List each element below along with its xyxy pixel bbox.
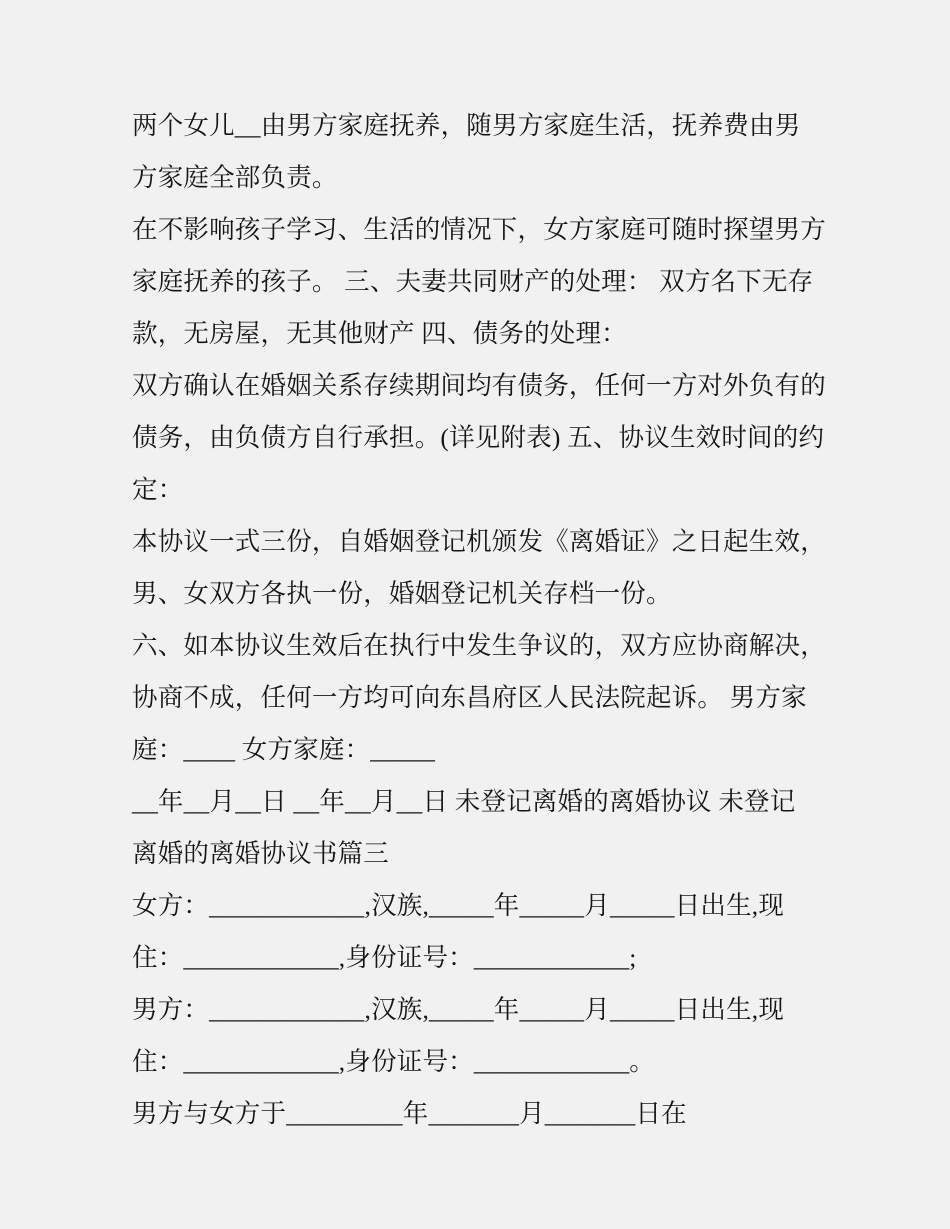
document-text-line: 双方确认在婚姻关系存续期间均有债务，任何一方对外负有的 [132,371,826,400]
document-text-line: 住：____________,身份证号：____________; [132,943,637,972]
document-text-line: 家庭抚养的孩子。 三、夫妻共同财产的处理： 双方名下无存 [132,267,814,296]
document-text-line: 在不影响孩子学习、生活的情况下，女方家庭可随时探望男方 [132,215,826,244]
document-text-line: 两个女儿__由男方家庭抚养，随男方家庭生活，抚养费由男 [132,111,801,140]
document-text-line: 男方与女方于_________年_______月_______日在 [132,1099,687,1128]
document-text-line: 男方：____________,汉族,_____年_____月_____日出生,现 [132,995,785,1024]
document-text-line: 六、如本协议生效后在执行中发生争议的，双方应协商解决， [132,631,826,660]
document-text-line: 本协议一式三份，自婚姻登记机颁发《离婚证》之日起生效， [132,527,826,556]
document-text-line: 住：____________,身份证号：____________。 [132,1047,655,1076]
document-text-line: 女方：____________,汉族,_____年_____月_____日出生,现 [132,891,785,920]
document-text-line: 方家庭全部负责。 [132,163,338,192]
document-text-line: 离婚的离婚协议书篇三 [132,839,390,868]
document-text-line: 定： [132,475,184,504]
document-text-block [132,100,832,1140]
document-text-line: 庭：____ 女方家庭：_____ [132,735,436,764]
document-text-line: __年__月__日 __年__月__日 未登记离婚的离婚协议 未登记 [132,787,796,816]
document-text-line: 男、女双方各执一份，婚姻登记机关存档一份。 [132,579,672,608]
document-text-line: 协商不成，任何一方均可向东昌府区人民法院起诉。 男方家 [132,683,807,712]
document-text-line: 款，无房屋，无其他财产 四、债务的处理： [132,319,627,348]
document-text-line: 债务，由负债方自行承担。(详见附表) 五、协议生效时间的约 [132,423,825,452]
